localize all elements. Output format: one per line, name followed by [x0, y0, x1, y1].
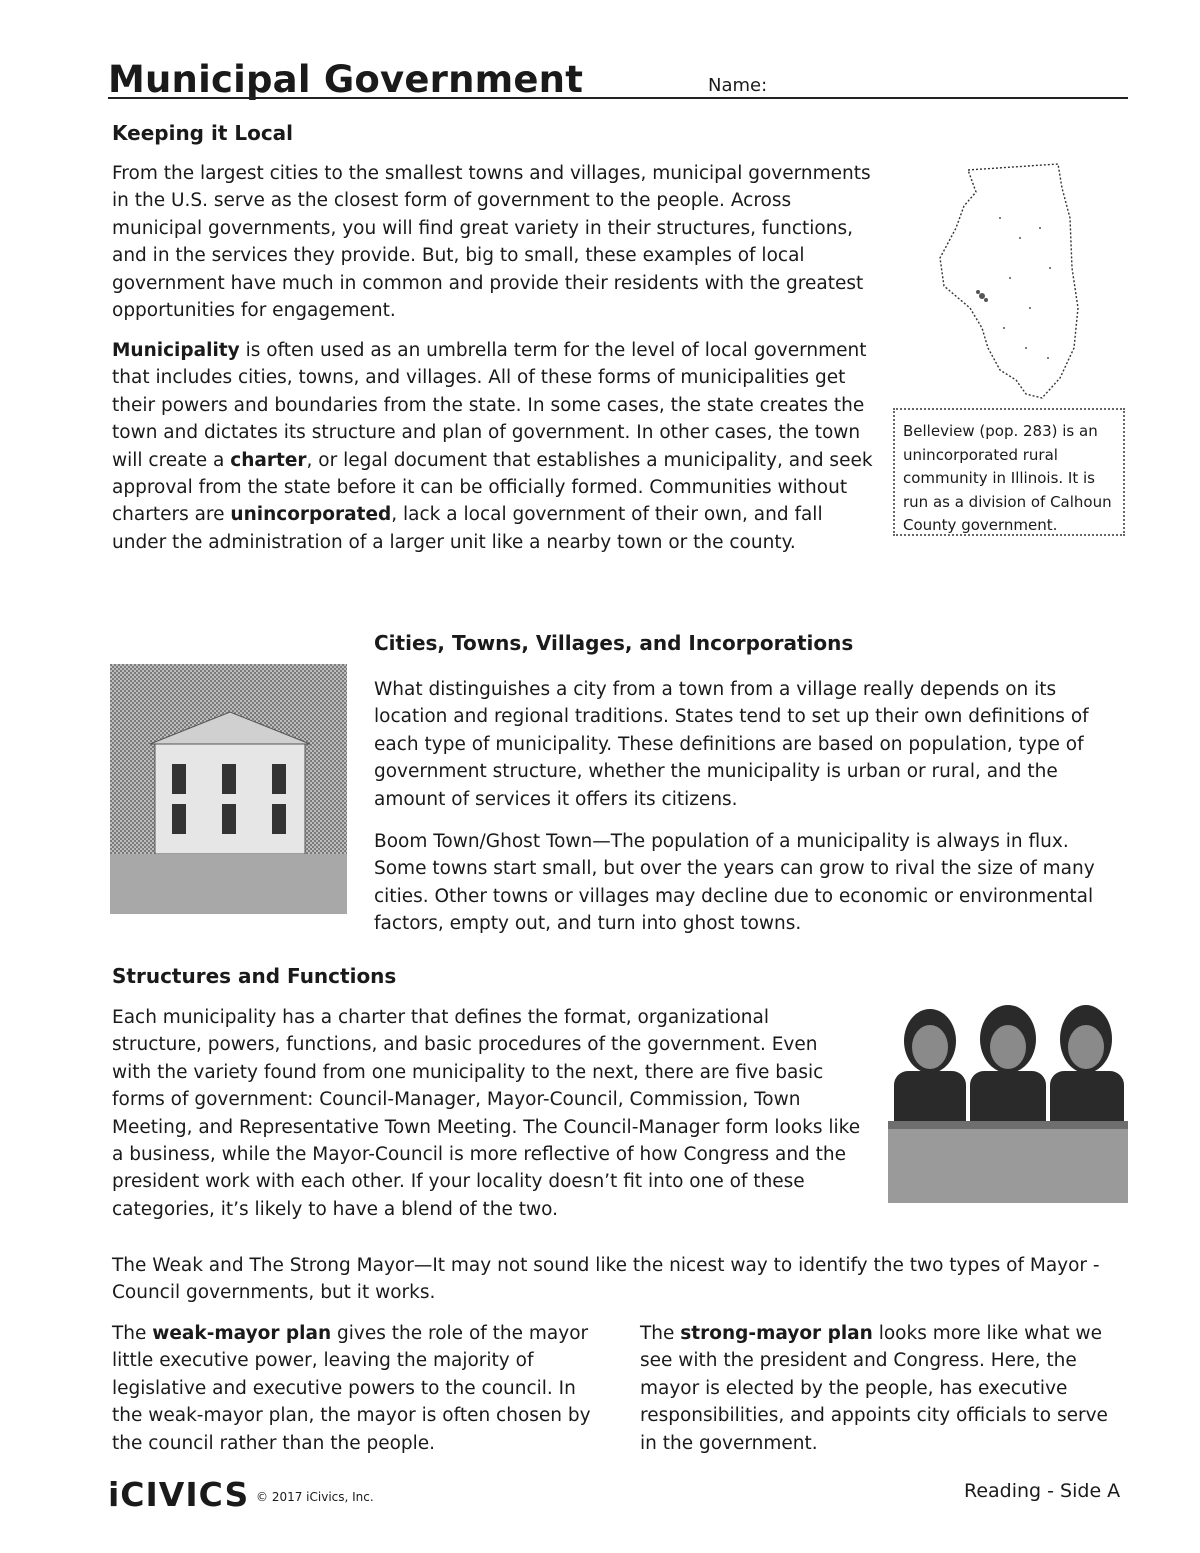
title-underline	[108, 97, 1128, 99]
paragraph-weak-strong-intro	[112, 1252, 1132, 1307]
section-heading-structures: Structures and Functions	[112, 964, 397, 988]
paragraph-cities-text: What distinguishes a city from a town from a village really depends on its location and regional traditions. States tend to set up their own definitions of each type of municipality. These definitions are based on population, type of government structure, whether the municipality is urban or rural, and the amount of services it offers its citizens.	[374, 679, 1089, 810]
paragraph-cities	[374, 676, 1124, 813]
term-charter: charter	[230, 449, 307, 471]
city-hall-image	[110, 664, 347, 914]
paragraph-municipality: Municipality is often used as an umbrella term for the level of local government that includes cities, towns, and villages. All of these forms of municipalities get their powers and boundaries from the state. In some cases, the state creates the town and dictates its structure and plan of government. In other cases, the town will create a charter, or legal document that establishes a municipality, and seek approval from the state before it can be officially formed. Communities without charters are unincorporated, lack a local government of their own, and fall under the administration of a larger unit like a nearby town or the county.	[112, 340, 873, 553]
term-strong-mayor-plan: strong-mayor plan	[680, 1323, 873, 1344]
page-label: Reading - Side A	[964, 1480, 1121, 1502]
icivics-logo: iCIVICS	[108, 1475, 250, 1514]
paragraph-intro-text: From the largest cities to the smallest towns and villages, municipal governments in the U.S. serve as the closest form of government to the people. Across municipal governments, you will find great variety in their structures, functions, and in the services they provide. But, big to small, these examples of local government have much in common and provide their residents with the greatest opportunities for engagement.	[112, 163, 871, 322]
illinois-map-image	[930, 158, 1090, 408]
paragraph-intro	[112, 160, 872, 324]
section-heading-cities-towns: Cities, Towns, Villages, and Incorporations	[374, 631, 854, 655]
paragraph-weak-mayor: The weak-mayor plan gives the role of the mayor little executive power, leaving the majority of legislative and executive powers to the council. In the weak-mayor plan, the mayor is often chosen by the council rather than the people.	[112, 1323, 591, 1454]
term-weak-mayor-plan: weak-mayor plan	[152, 1323, 332, 1344]
section-heading-keeping-it-local: Keeping it Local	[112, 121, 294, 145]
name-field-label: Name:	[708, 75, 768, 96]
copyright-text: © 2017 iCivics, Inc.	[256, 1490, 374, 1504]
council-members-image	[888, 1001, 1128, 1203]
paragraph-structures-text: Each municipality has a charter that defines the format, organizational structure, powers, functions, and basic procedures of the government. Even with the variety found from one municipality to the next, there are five basic forms of government: Council-Manager, Mayor-Council, Commission, Town Meeting, and Representative Town Meeting. The Council-Manager form looks like a business, while the Mayor-Council is more reflective of how Congress and the president work with each other. If your locality doesn’t fit into one of these categories, it’s likely to have a blend of the two.	[112, 1007, 861, 1220]
term-municipality: Municipality	[112, 340, 240, 361]
page-title: Municipal Government	[108, 58, 584, 101]
paragraph-structures	[112, 1004, 862, 1223]
paragraph-weak-strong-intro-text: The Weak and The Strong Mayor—It may not sound like the nicest way to identify the two types of Mayor -Council governments, but it works.	[112, 1255, 1100, 1304]
paragraph-boom-town-text: Boom Town/Ghost Town—The population of a municipality is always in flux. Some towns start small, but over the years can grow to rival the size of many cities. Other towns or villages may decline due to economic or environmental factors, empty out, and turn into ghost towns.	[374, 831, 1095, 935]
term-unincorporated: unincorporated	[230, 504, 392, 526]
map-caption: Belleview (pop. 283) is an unincorporated rural community in Illinois. It is run as a division of Calhoun County government.	[893, 408, 1125, 536]
paragraph-boom-town	[374, 828, 1124, 938]
paragraph-strong-mayor: The strong-mayor plan looks more like what we see with the president and Congress. Here, the mayor is elected by the people, has executive responsibilities, and appoints city officials to serve in the government.	[640, 1323, 1108, 1454]
